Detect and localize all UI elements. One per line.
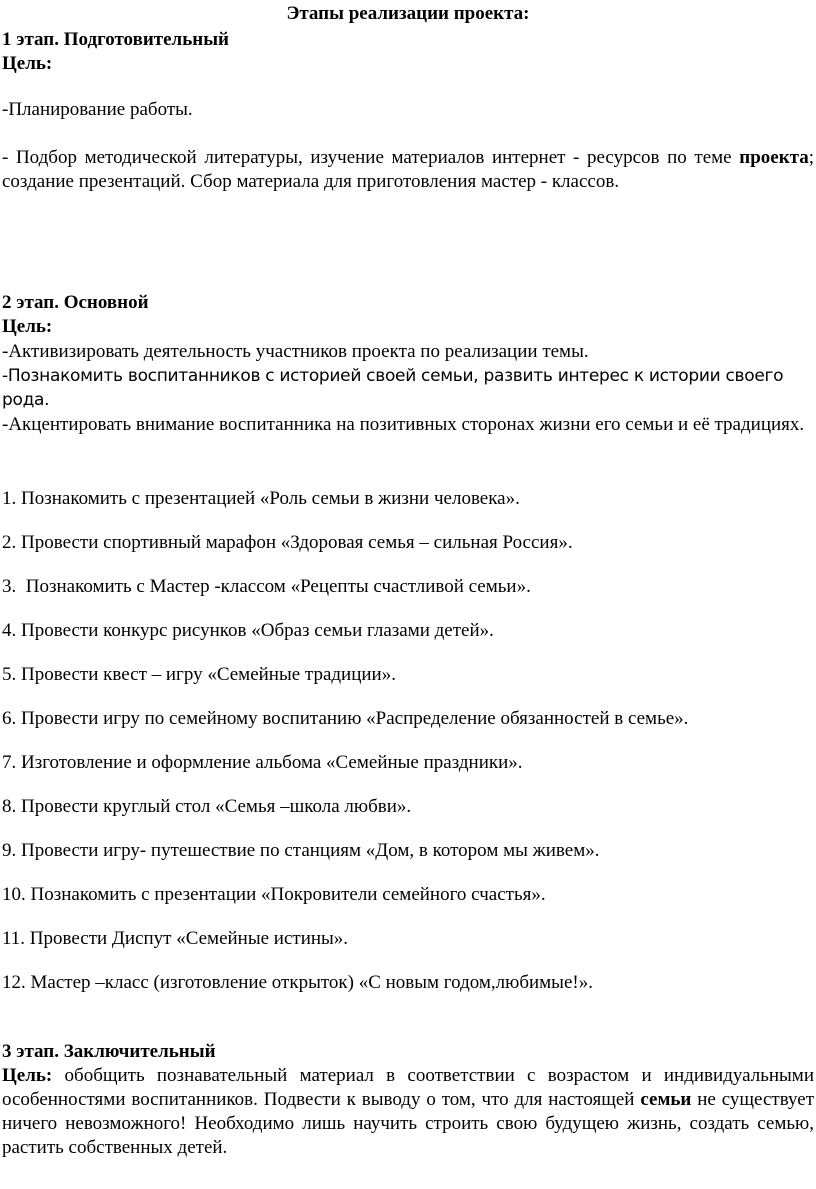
stage1-item-literature-end: ; создание презентаций. Сбор материала для приготовления мастер - классов.: [2, 147, 814, 192]
stage3-heading: 3 этап. Заключительный: [2, 1041, 216, 1062]
task-item: 12. Мастер –класс (изготовление открыток) «С новым годом,любимые!».: [2, 972, 593, 993]
page-title: Этапы реализации проекта:: [286, 3, 530, 24]
task-item: 1. Познакомить с презентацией «Роль семьи в жизни человека».: [2, 488, 520, 509]
stage3-text-part1: обобщить познавательный материал в соответствии с возрастом и индивидуальными особенностями воспитанников. Подвести к выводу о том, что для настоящей: [2, 1065, 814, 1110]
stage1-heading: 1 этап. Подготовительный: [2, 29, 229, 50]
stage2-heading: 2 этап. Основной: [2, 292, 149, 313]
task-item: 5. Провести квест – игру «Семейные традиции».: [2, 664, 396, 685]
stage3-goal-label: Цель:: [2, 1065, 53, 1086]
task-item: 10. Познакомить с презентации «Покровители семейного счастья».: [2, 884, 546, 905]
task-item: 6. Провести игру по семейному воспитанию «Распределение обязанностей в семье».: [2, 708, 689, 729]
stage2-goal-3: -Акцентировать внимание воспитанника на позитивных сторонах жизни его семьи и её традициях.: [2, 414, 805, 435]
task-item: 7. Изготовление и оформление альбома «Семейные праздники».: [2, 752, 523, 773]
stage3-text-part2: не существует ничего невозможного! Необходимо лишь научить строить свою будущею жизнь, создать семью, растить собственных детей.: [2, 1089, 814, 1158]
stage1-item-literature-bold: проекта: [739, 147, 809, 168]
stage2-goal-label: Цель:: [2, 316, 53, 337]
stage3-goal-paragraph: [2, 1064, 814, 1160]
stage1-goal-label: Цель:: [2, 53, 53, 74]
stage2-goal-2: -Познакомить воспитанников с историей своей семьи, развить интерес к истории своего рода.: [2, 366, 784, 410]
task-item: 2. Провести спортивный марафон «Здоровая семья – сильная Россия».: [2, 532, 573, 553]
stage3-text-bold: семьи: [640, 1089, 692, 1110]
task-item: 4. Провести конкурс рисунков «Образ семьи глазами детей».: [2, 620, 494, 641]
stage1-item-literature-start: - Подбор методической литературы, изучение материалов интернет - ресурсов по теме: [2, 147, 740, 168]
stage2-goal-1: -Активизировать деятельность участников проекта по реализации темы.: [2, 341, 589, 362]
task-item: 11. Провести Диспут «Семейные истины».: [2, 928, 349, 949]
task-item: 8. Провести круглый стол «Семья –школа любви».: [2, 796, 412, 817]
stage1-item-planning: -Планирование работы.: [2, 99, 193, 120]
task-item: 9. Провести игру- путешествие по станциям «Дом, в котором мы живем».: [2, 840, 600, 861]
stage1-item-literature: [2, 146, 814, 194]
task-item: 3. Познакомить с Мастер -классом «Рецепты счастливой семьи».: [2, 576, 531, 597]
